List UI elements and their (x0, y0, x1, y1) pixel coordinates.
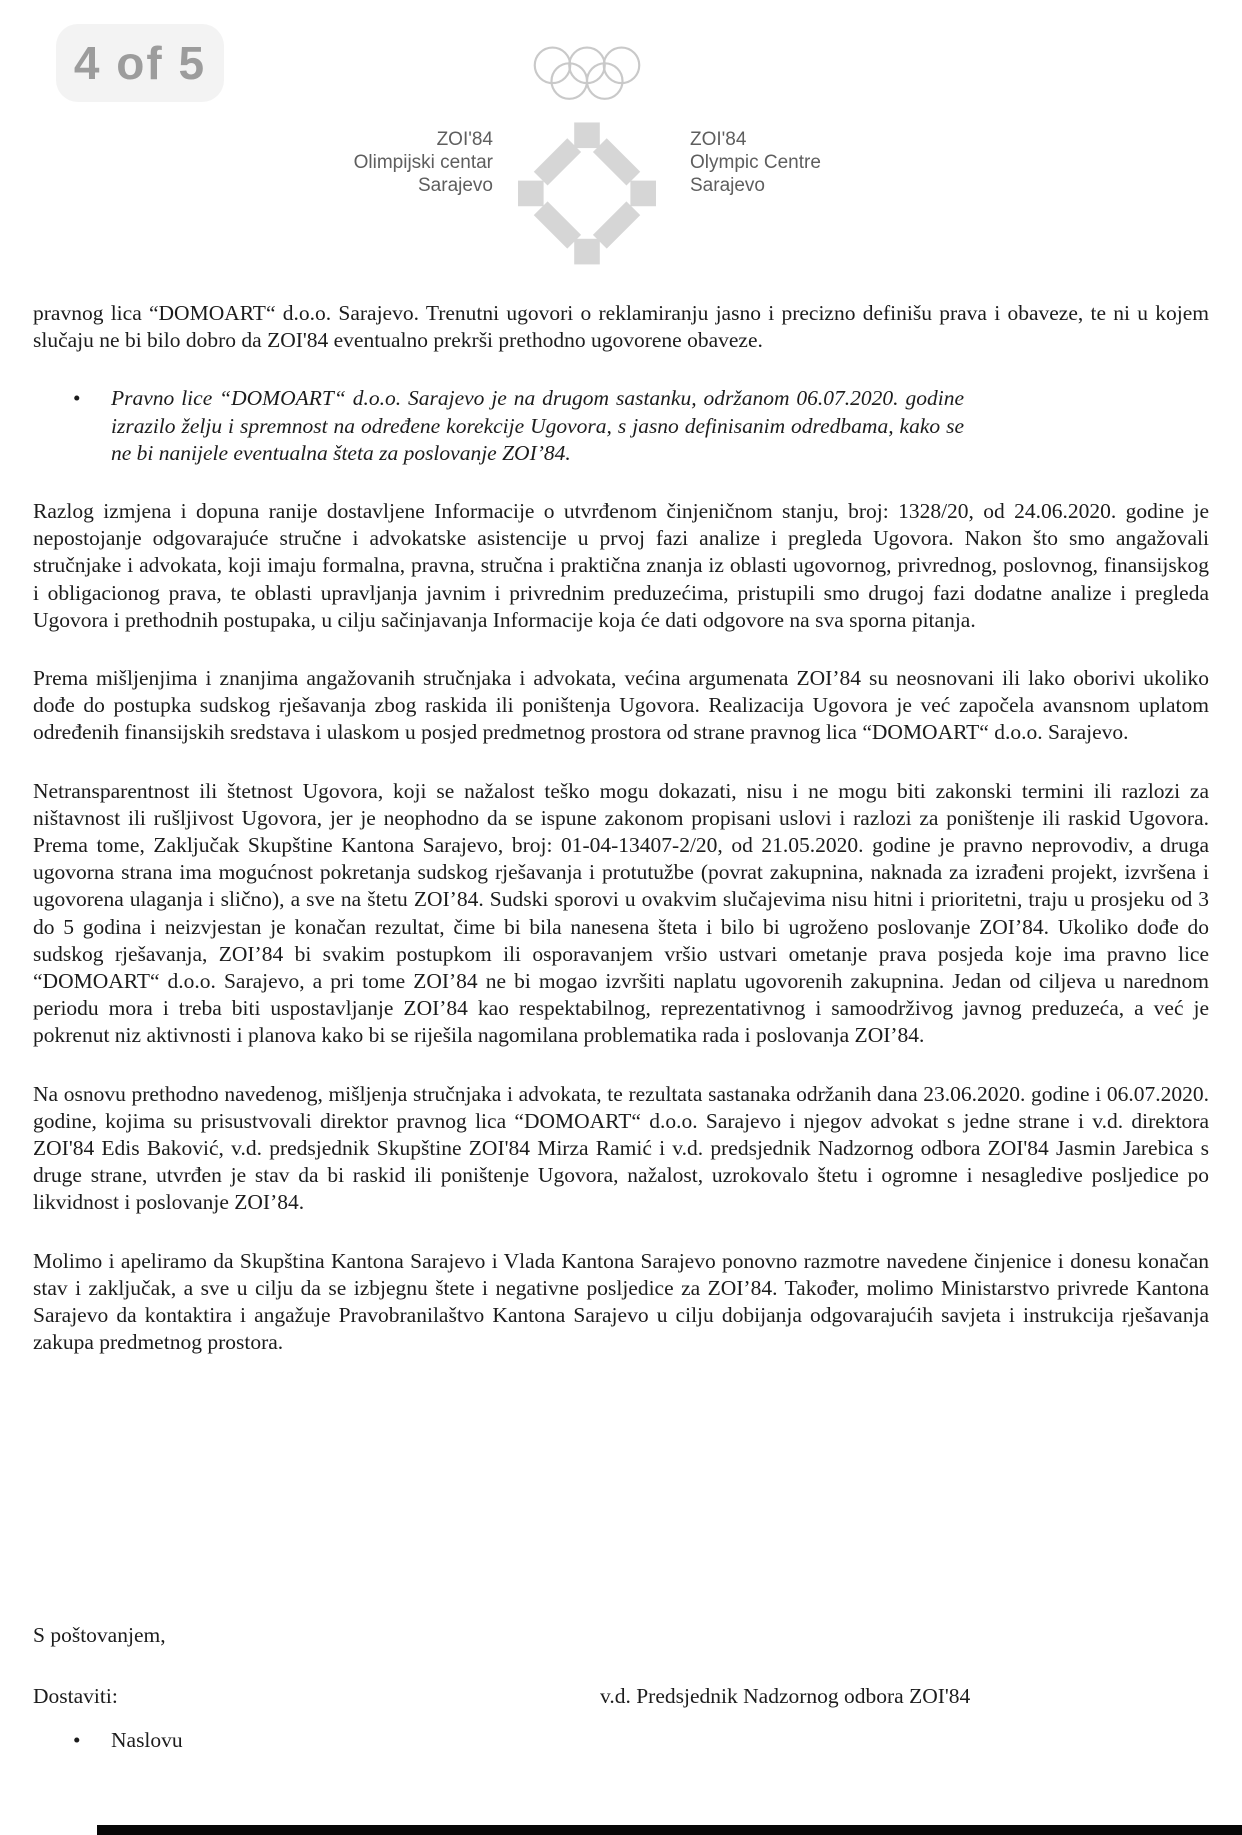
olympic-rings-icon (535, 48, 639, 99)
list-item-text: Naslovu (111, 1728, 183, 1752)
olympic-rings-and-snowflake-icon (518, 40, 656, 268)
closing-salutation: S poštovanjem, (33, 1623, 166, 1647)
page-indicator-badge: 4 of 5 (56, 24, 224, 102)
snowflake-icon (518, 122, 656, 264)
list-item-text: Pravno lice “DOMOART“ d.o.o. Sarajevo je na drugom sastanku, održanom 06.07.2020. godine izrazilo želju i spremnost na određene korekcije Ugovora, s jasno definisanim odredbama, kako se ne bi nanijele eventualna šteta za poslovanje ZOI’84. (111, 386, 964, 465)
list-item (33, 1728, 1209, 1753)
letterhead-right-line1: ZOI'84 (690, 129, 747, 150)
bullet-icon: • (73, 1728, 81, 1752)
letterhead-left-line2: Olimpijski centar (353, 152, 493, 173)
distribute-label: Dostaviti: (33, 1684, 118, 1708)
paragraph-appeal: Molimo i apeliramo da Skupština Kantona Sarajevo i Vlada Kantona Sarajevo ponovno razmotre navedene činjenice i donesu konačan stav i zaključak, a sve u cilju da se izbjegnu štete i negativne posljedice za ZOI’84. Također, molimo Ministarstvo privrede Kantona Sarajevo da kontaktira i angažuje Pravobranilaštvo Kantona Sarajevo u cilju dobijanja odgovarajućih savjeta i instrukcija rješavanja zakupa predmetnog prostora. (33, 1248, 1209, 1355)
bullet-icon: • (73, 386, 81, 411)
signature-title: v.d. Predsjednik Nadzornog odbora ZOI'84 (600, 1684, 971, 1708)
paragraph-reasons: Razlog izmjena i dopuna ranije dostavljene Informacije o utvrđenom činjeničnom stanju, broj: 1328/20, od 24.06.2020. godine je nepostojanje odgovarajuće stručne i advokatske asistencije u prvoj fazi analize i pregleda Ugovora. Nakon što smo angažovali stručnjake i advokata, koji imaju formalna, pravna, stručna i praktična znanja iz oblasti ugovornog, privrednog, poslovnog, finansijskog i obligacionog prava, te oblasti upravljanja javnim i privrednim preduzećima, pristupili smo drugoj fazi dodatne analize i pregleda Ugovora i prethodnih postupaka, u cilju sačinjavanja Informacije koja će dati odgovore na sva sporna pitanja. (33, 499, 1209, 632)
letterhead-left-line1: ZOI'84 (436, 129, 493, 150)
list-item (73, 385, 964, 467)
paragraph-expert-opinion: Prema mišljenjima i znanjima angažovanih stručnjaka i advokata, većina argumenata ZOI’84 su neosnovani ili lako oborivi ukoliko dođe do postupka sudskog rješavanja zbog raskida ili poništenja Ugovora. Realizacija Ugovora je već započela avansnom uplatom određenih finansijskih sredstava i ulaskom u posjed predmetnog prostora od strane pravnog lica “DOMOART“ d.o.o. Sarajevo. (33, 666, 1209, 745)
paragraph-legal-analysis: Netransparentnost ili štetnost Ugovora, koji se nažalost teško mogu dokazati, nisu i ne mogu biti zakonski termini ili razlozi za ništavnost ili rušljivost Ugovora, jer je neophodno da se ispune zakonom propisani uslovi i razlozi za poništenje ili raskid Ugovora. Prema tome, Zaključak Skupštine Kantona Sarajevo, broj: 01-04-13407-2/20, od 21.05.2020. godine je pravno neprovodiv, a druga ugovorna strana ima mogućnost pokretanja sudskog rješavanja i protutužbe (povrat zakupnina, naknada za izrađeni projekt, izvršena i ugovorena ulaganja i slično), a sve na štetu ZOI’84. Sudski sporovi u ovakvim slučajevima nisu hitni i prioritetni, traju u prosjeku od 3 do 5 godina i neizvjestan je konačan rezultat, čime bi bila nanesena šteta i bilo bi ugroženo poslovanje ZOI’84. Ukoliko dođe do sudskog rješavanja, ZOI’84 bi svakim postupkom ili osporavanjem vršio ustvari ometanje prava posjeda koje ima pravno lice “DOMOART“ d.o.o. Sarajevo, a pri tome ZOI’84 ne bi mogao izvršiti naplatu ugovorenih zakupnina. Jedan od ciljeva u narednom periodu mora i treba biti uspostavljanje ZOI’84 kao respektabilnog, reprezentativnog i samoodrživog javnog preduzeća, a već je pokrenut niz aktivnosti i planova kako bi se riješila nagomilana problematika rada i poslovanja ZOI’84. (33, 778, 1209, 1048)
letterhead-right-line2: Olympic Centre (690, 152, 821, 173)
paragraph-conclusion: Na osnovu prethodno navedenog, mišljenja stručnjaka i advokata, te rezultata sastanaka održanih dana 23.06.2020. godine i 06.07.2020. godine, kojima su prisustvovali direktor pravnog lica “DOMOART“ d.o.o. Sarajevo i njegov advokat s jedne strane i v.d. direktora ZOI'84 Edis Baković, v.d. predsjednik Skupštine ZOI'84 Mirza Ramić i v.d. predsjednik Nadzornog odbora ZOI'84 Jasmin Jarebica s druge strane, utvrđen je stav da bi raskid ili poništenje Ugovora, nažalost, uzrokovalo štetu i ogromne i nesagledive posljedice po likvidnost i poslovanje ZOI’84. (33, 1081, 1209, 1215)
letter-body (33, 300, 1209, 1388)
footer-row (33, 1684, 1209, 1709)
scan-edge-artifact (97, 1825, 1242, 1835)
letterhead-right-line3: Sarajevo (690, 175, 765, 196)
letterhead-right (690, 128, 950, 197)
letterhead-left (240, 128, 493, 197)
paragraph-continuation: pravnog lica “DOMOART“ d.o.o. Sarajevo. Trenutni ugovori o reklamiranju jasno i precizno definišu prava i obaveze, te ni u kojem slučaju ne bi bilo dobro da ZOI'84 eventualno prekrši prethodno ugovorene obaveze. (33, 301, 1209, 353)
letterhead-left-line3: Sarajevo (418, 175, 493, 196)
zoi84-logo (518, 40, 656, 273)
